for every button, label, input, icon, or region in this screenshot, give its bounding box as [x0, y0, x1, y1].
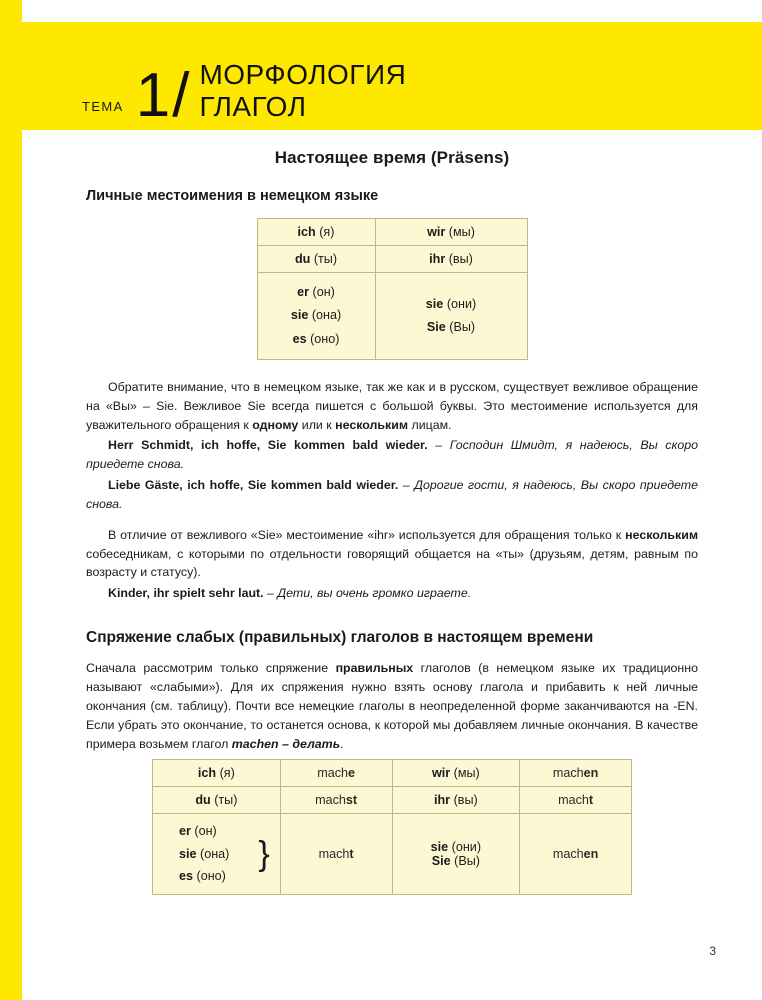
- pronoun-translation: (оно): [196, 869, 226, 884]
- example-dash: –: [263, 586, 278, 601]
- verb-ending: t: [588, 793, 594, 808]
- pronoun-line: [179, 843, 270, 865]
- pronoun-text: ich: [197, 766, 217, 781]
- example-dash: –: [398, 478, 415, 493]
- example-sentence-1: [86, 436, 698, 474]
- verb-form-cell: [520, 787, 632, 814]
- pronoun-translation: (он): [194, 824, 217, 839]
- pronoun-cell-group: [392, 814, 520, 894]
- verb-form-cell: [280, 814, 392, 894]
- pronoun-translation: (Вы): [449, 319, 476, 334]
- chapter-number: 1: [135, 61, 171, 131]
- pronoun-cell: [257, 219, 375, 246]
- table-row: [153, 787, 632, 814]
- curly-brace-icon: }: [258, 835, 270, 873]
- example-german: Liebe Gäste, ich hoffe, Sie kommen bald wieder.: [108, 478, 399, 493]
- chapter-header-inner: [82, 59, 407, 131]
- pronoun-text: Sie: [426, 319, 446, 334]
- paragraph-ihr: [86, 526, 698, 583]
- pronoun-text: du: [294, 252, 311, 266]
- spacer: [86, 516, 698, 526]
- pronoun-text: sie: [425, 296, 444, 311]
- pronoun-text: Sie: [431, 854, 451, 868]
- verb-form-cell: [520, 814, 632, 894]
- table-row: [257, 273, 527, 360]
- verb-form-cell: [280, 760, 392, 787]
- pronoun-translation: (оно): [310, 331, 340, 346]
- verb-ending: t: [349, 847, 354, 861]
- example-german: Herr Schmidt, ich hoffe, Sie kommen bald wieder.: [108, 438, 428, 453]
- pronoun-translation: (мы): [453, 766, 480, 781]
- pronoun-cell: [153, 760, 281, 787]
- pronoun-text: ihr: [433, 793, 451, 808]
- page-number: 3: [709, 944, 716, 958]
- pronoun-text: du: [195, 793, 211, 808]
- verb-stem: mach: [552, 847, 584, 861]
- para-text: .: [340, 736, 344, 751]
- pronoun-line: [270, 328, 363, 351]
- pronoun-line: [270, 281, 363, 304]
- pronoun-cell: [392, 760, 520, 787]
- chapter-title-line2: ГЛАГОЛ: [199, 90, 307, 122]
- tema-label: ТЕМА: [82, 99, 124, 115]
- pronoun-translation: (она): [200, 846, 230, 861]
- para-text: глаголов (в немецком языке их традиционно называют «слабыми»). Для их спряжения нужно взять основу глагола и прибавить к ней личные окончания (см. таблицу). Почти все немецкие глаголы в неопределенной форме заканчиваются на -EN. Если убрать это окончание, то останется основа, к которой мы добавляем личные окончания. В качестве примера возьмем глагол: [86, 661, 698, 751]
- pronoun-line: [388, 293, 515, 316]
- pronoun-translation: (они): [446, 296, 477, 311]
- pronoun-text: sie: [430, 840, 449, 854]
- example-russian: Господин Шмидт, я надеюсь, Вы скоро приедете снова.: [86, 438, 699, 472]
- pronoun-line: [179, 865, 270, 887]
- para-text: В отличие от вежливого «Sie» местоимение «ihr» используется для обращения только к: [108, 527, 626, 542]
- slash-separator: /: [172, 61, 190, 131]
- pronoun-cell: [392, 787, 520, 814]
- pronoun-text: wir: [431, 766, 451, 781]
- page-content: [86, 140, 698, 895]
- example-russian: Дети, вы очень громко играете.: [277, 586, 472, 601]
- pronoun-translation: (она): [311, 308, 342, 323]
- paragraph-polite-sie: [86, 378, 698, 435]
- table-row: [153, 814, 632, 894]
- table-row: [257, 246, 527, 273]
- pronoun-cell-group: [153, 814, 281, 894]
- verb-stem: mach: [558, 793, 589, 808]
- left-yellow-bar: [0, 0, 22, 1000]
- paragraph-weak-verbs: [86, 659, 698, 753]
- pronoun-text: sie: [179, 846, 197, 861]
- pronoun-line: [388, 316, 515, 339]
- pronoun-translation: (я): [319, 225, 335, 239]
- pronoun-cell: [257, 246, 375, 273]
- para-verb-example: machen – делать: [231, 736, 341, 751]
- para-text: Обратите внимание, что в немецком языке, так же как и в русском, существует вежливое обращение на «Вы» – Sie. Вежливое Sie всегда пишется с большой буквы. Это местоимение используется для уважительного обращения к: [86, 379, 698, 432]
- verb-ending: e: [348, 766, 356, 781]
- pronoun-line: [403, 854, 510, 868]
- pronoun-translation: (вы): [453, 793, 478, 808]
- pronoun-text: er: [297, 285, 310, 299]
- pronoun-text: ihr: [429, 252, 446, 266]
- verb-form-cell: [280, 787, 392, 814]
- pronoun-translation: (мы): [448, 225, 475, 239]
- verb-stem: mach: [315, 793, 346, 808]
- pronoun-line: [270, 304, 363, 327]
- subsection-title-pronouns: Личные местоимения в немецком языке: [86, 188, 379, 204]
- example-russian: Дорогие гости, я надеюсь, Вы скоро приедете снова.: [86, 478, 699, 511]
- pronoun-table: [257, 218, 528, 360]
- pronoun-cell: [375, 219, 527, 246]
- para-text: или к: [298, 417, 336, 432]
- verb-stem: mach: [317, 766, 349, 781]
- verb-ending: st: [345, 793, 358, 808]
- verb-form-cell: [520, 760, 632, 787]
- pronoun-line: [403, 840, 510, 854]
- pronoun-text: wir: [427, 225, 446, 239]
- verb-stem: mach: [318, 847, 350, 861]
- para-bold: одному: [252, 417, 299, 432]
- pronoun-translation: (вы): [448, 252, 473, 266]
- pronoun-text: es: [179, 869, 194, 884]
- pronoun-translation: (я): [219, 766, 235, 781]
- chapter-header-band: [22, 22, 762, 130]
- pronoun-text: er: [179, 824, 191, 839]
- para-text: собеседникам, с которыми по отдельности говорящий общается на «ты» (друзьям, детям, равным по возрасту и статусу).: [86, 546, 698, 580]
- section-title: Настоящее время (Präsens): [274, 148, 510, 167]
- pronoun-translation: (ты): [214, 793, 238, 808]
- chapter-title-line1: МОРФОЛОГИЯ: [199, 59, 407, 90]
- table-row: [257, 219, 527, 246]
- pronoun-translation: (ты): [313, 252, 338, 266]
- table-row: [153, 760, 632, 787]
- pronoun-cell-group: [375, 273, 527, 360]
- para-text: лицам.: [408, 417, 452, 432]
- verb-ending: en: [583, 766, 599, 781]
- pronoun-cell-group: [257, 273, 375, 360]
- para-bold: нескольким: [625, 527, 698, 542]
- pronoun-translation: (Вы): [454, 854, 480, 868]
- subsection-title-conjugation: Спряжение слабых (правильных) глаголов в настоящем времени: [86, 629, 594, 647]
- pronoun-text: es: [292, 331, 307, 346]
- pronoun-line: [179, 820, 270, 842]
- para-bold: правильных: [335, 661, 414, 676]
- pronoun-translation: (он): [312, 285, 335, 299]
- example-dash: –: [427, 438, 450, 453]
- pronoun-cell: [375, 246, 527, 273]
- pronoun-text: ich: [297, 225, 316, 239]
- verb-stem: mach: [552, 766, 584, 781]
- chapter-titles: [199, 60, 406, 124]
- para-bold: нескольким: [335, 417, 409, 432]
- pronoun-cell: [153, 787, 281, 814]
- pronoun-text: sie: [290, 308, 309, 323]
- verb-ending: en: [583, 847, 599, 861]
- para-text: Сначала рассмотрим только спряжение: [86, 661, 336, 676]
- pronoun-translation: (они): [451, 840, 482, 854]
- conjugation-table: [152, 759, 632, 894]
- example-sentence-3: [86, 584, 698, 603]
- example-sentence-2: [86, 476, 698, 514]
- example-german: Kinder, ihr spielt sehr laut.: [108, 586, 264, 601]
